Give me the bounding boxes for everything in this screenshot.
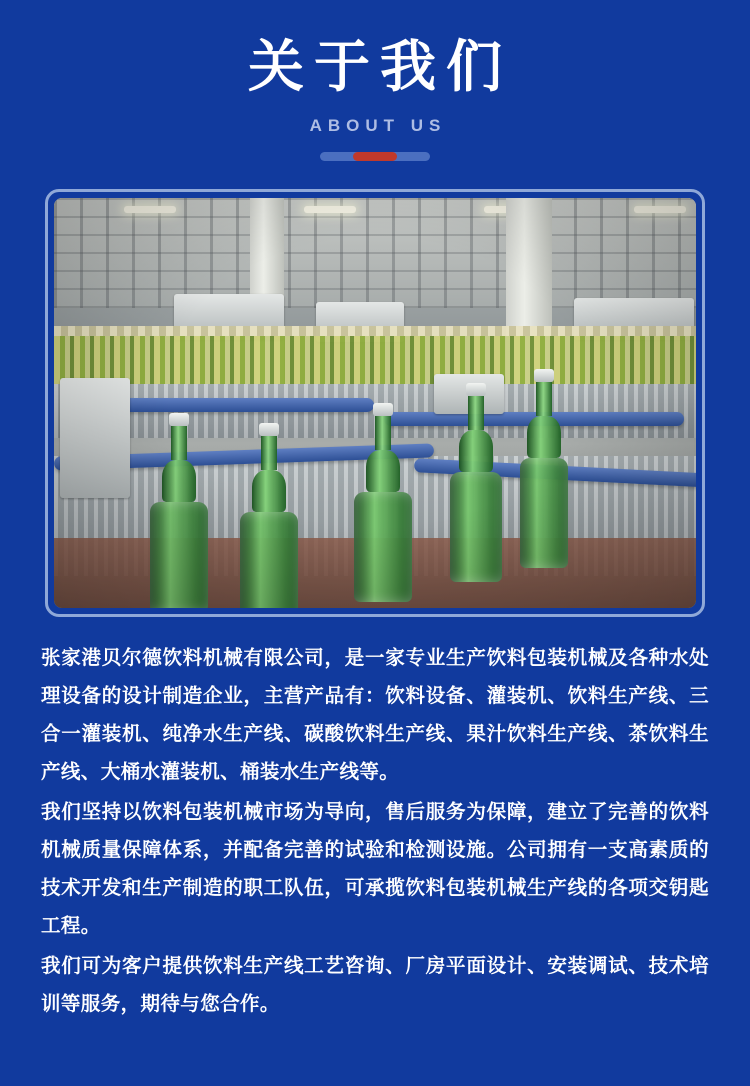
page-title: 关于我们	[248, 35, 512, 98]
about-us-text	[41, 639, 709, 1023]
page-header	[0, 0, 750, 161]
paragraph: 我们可为客户提供饮料生产线工艺咨询、厂房平面设计、安装调试、技术培训等服务，期待与您合作。	[41, 954, 709, 1015]
paragraph: 我们坚持以饮料包装机械市场为导向，售后服务为保障，建立了完善的饮料机械质量保障体系，并配备完善的试验和检测设施。公司拥有一支高素质的技术开发和生产制造的职工队伍，可承揽饮料包装机械生产线的各项交钥匙工程。	[41, 800, 709, 937]
photo-vignette	[54, 198, 696, 608]
divider-accent	[353, 152, 397, 161]
photo-frame	[45, 189, 705, 617]
title-divider	[320, 152, 430, 161]
page-subtitle: ABOUT US	[309, 115, 447, 135]
factory-photo	[54, 198, 696, 608]
paragraph: 张家港贝尔德饮料机械有限公司，是一家专业生产饮料包装机械及各种水处理设备的设计制造企业，主营产品有：饮料设备、灌装机、饮料生产线、三合一灌装机、纯净水生产线、碳酸饮料生产线、果汁饮料生产线、茶饮料生产线、大桶水灌装机、桶装水生产线等。	[41, 646, 709, 783]
